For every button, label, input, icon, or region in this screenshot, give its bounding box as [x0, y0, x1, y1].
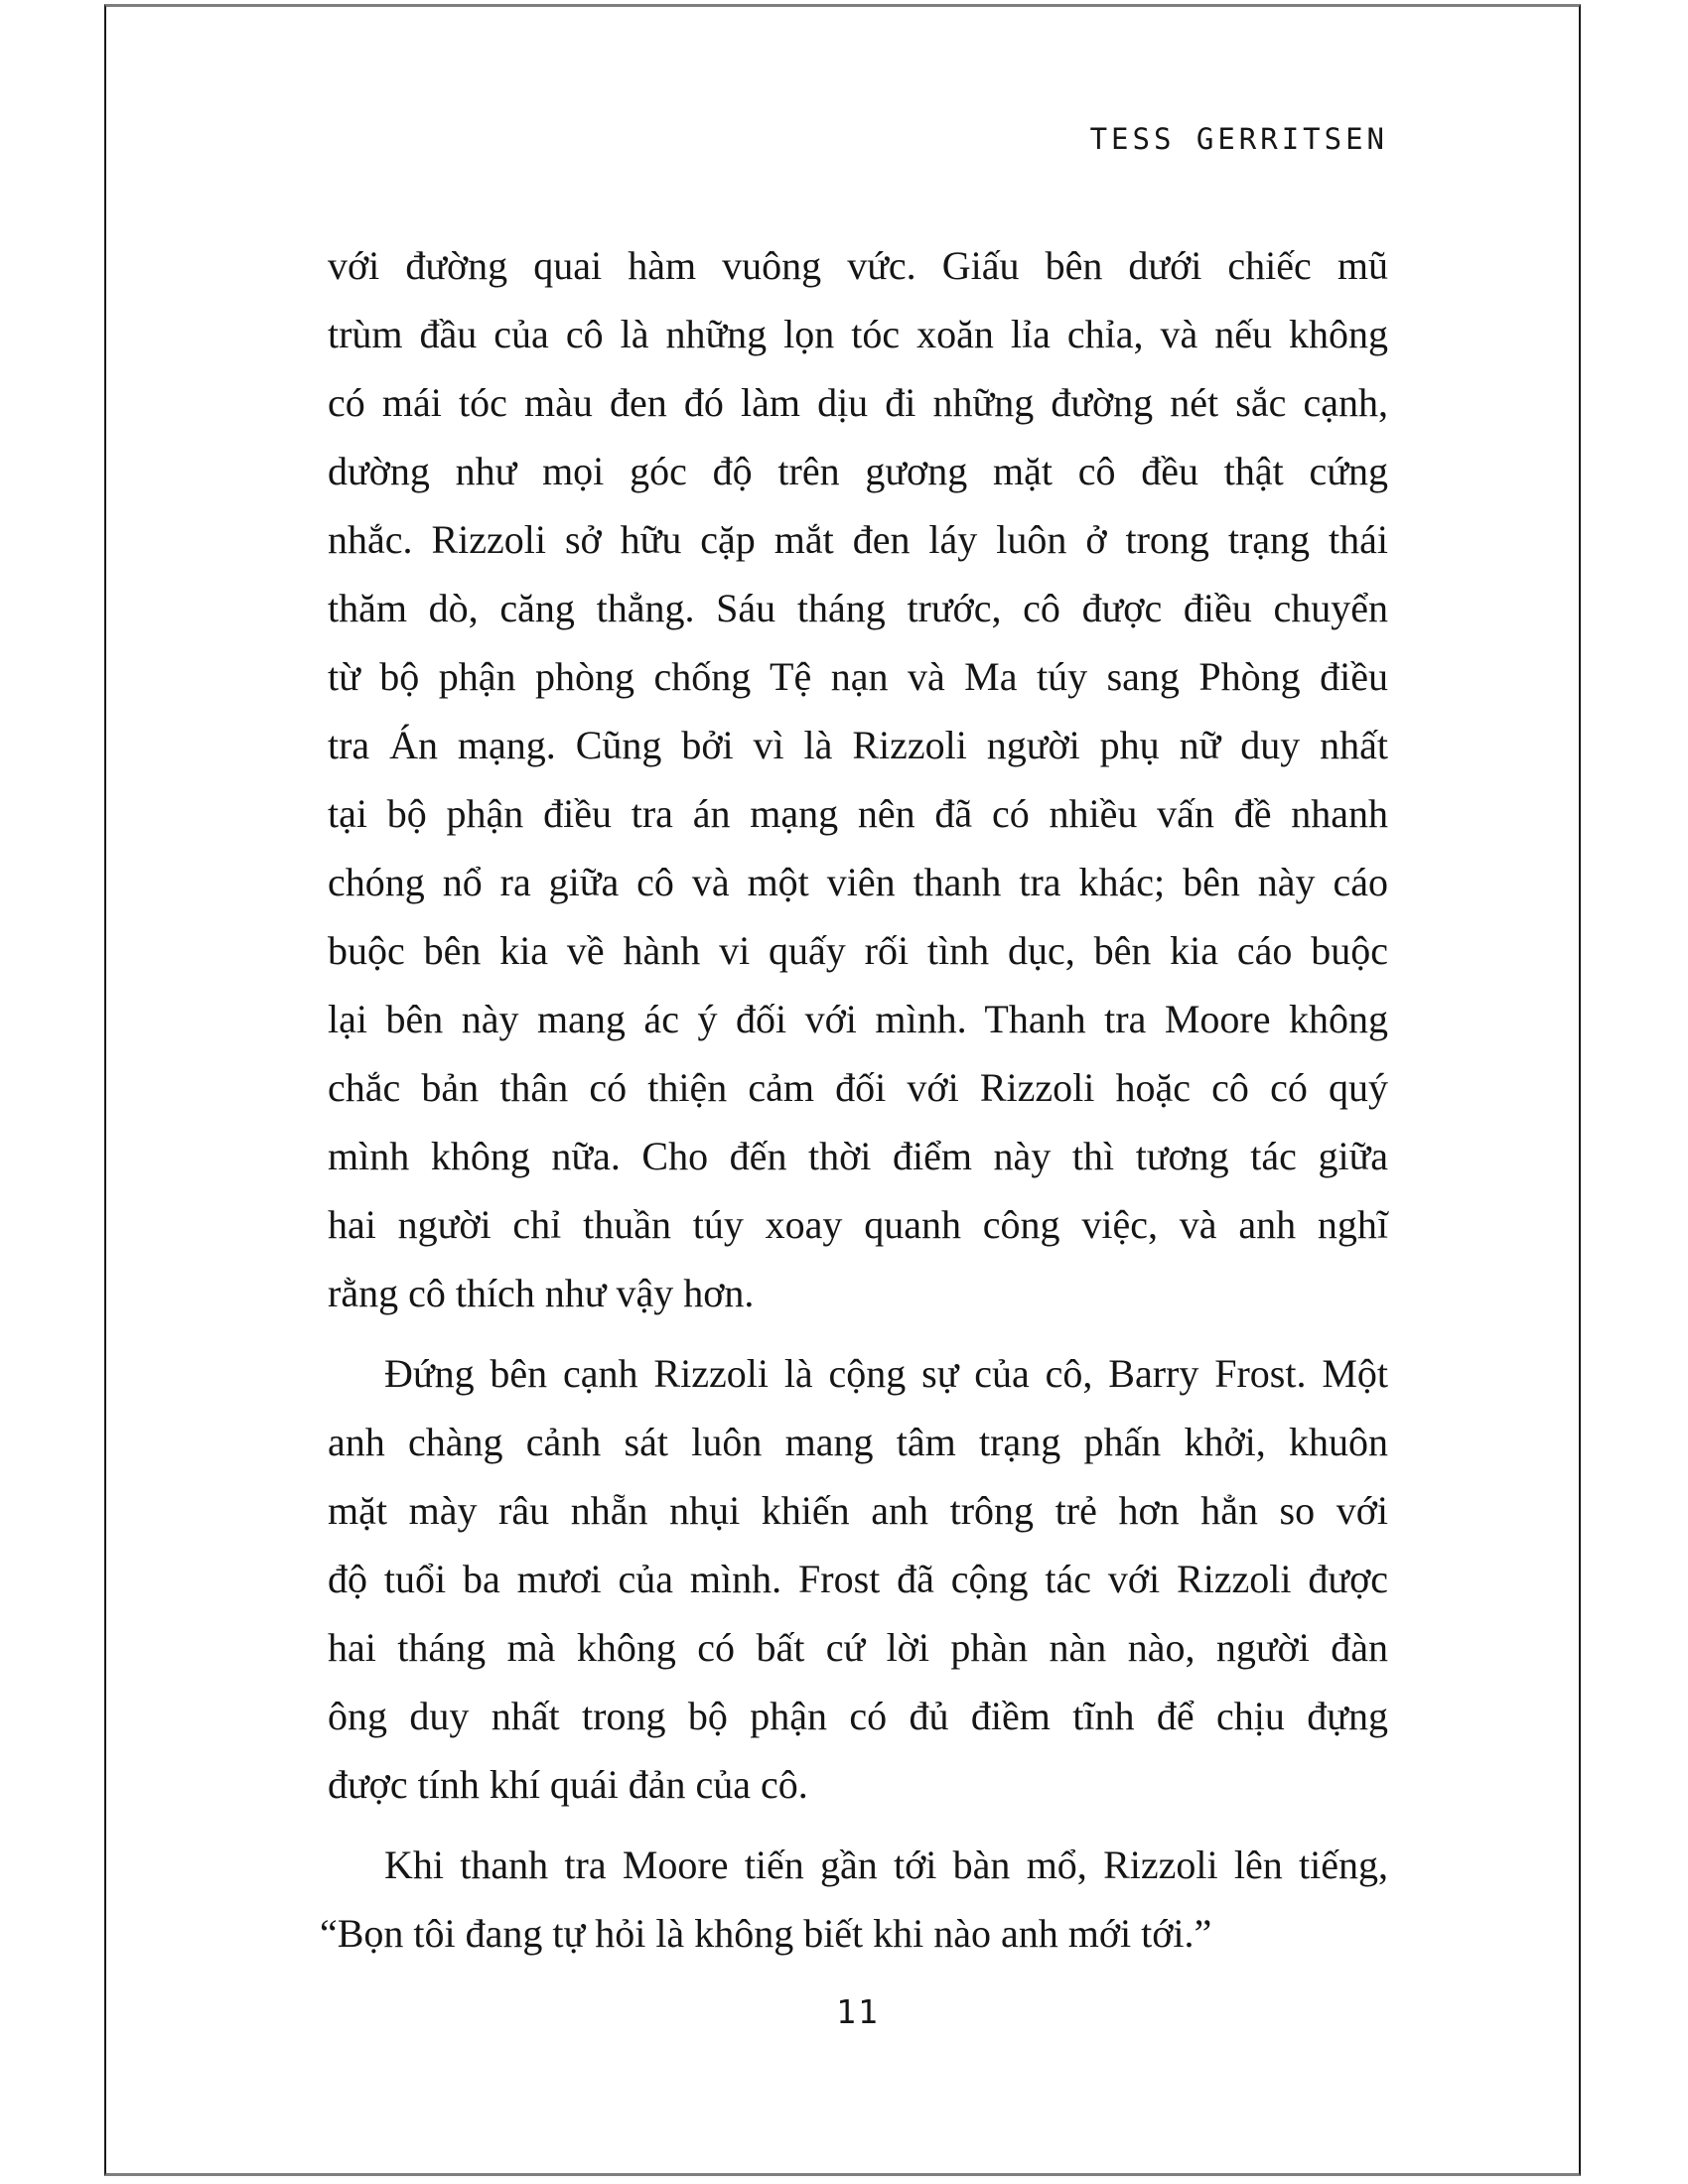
text-line: có mái tóc màu đen đó làm dịu đi những đường nét sắc cạnh, — [328, 380, 1388, 425]
text-line: từ bộ phận phòng chống Tệ nạn và Ma túy sang Phòng điều — [328, 654, 1388, 699]
text-line: Khi thanh tra Moore tiến gần tới bàn mổ, Rizzoli lên tiếng, — [384, 1843, 1388, 1887]
page-body — [320, 231, 1388, 1968]
paragraph — [320, 1831, 1388, 1968]
text-line: tại bộ phận điều tra án mạng nên đã có nhiều vấn đề nhanh — [328, 791, 1388, 836]
page-number: 11 — [836, 1992, 880, 2031]
text-line: với đường quai hàm vuông vức. Giấu bên dưới chiếc mũ — [328, 243, 1388, 288]
text-line: chóng nổ ra giữa cô và một viên thanh tra khác; bên này cáo — [328, 860, 1388, 904]
text-line: thăm dò, căng thẳng. Sáu tháng trước, cô được điều chuyển — [328, 586, 1388, 630]
text-line: mình không nữa. Cho đến thời điểm này thì tương tác giữa — [328, 1134, 1388, 1178]
text-line: Đứng bên cạnh Rizzoli là cộng sự của cô, Barry Frost. Một — [384, 1351, 1388, 1396]
text-line: tra Án mạng. Cũng bởi vì là Rizzoli người phụ nữ duy nhất — [328, 723, 1388, 767]
paragraph — [328, 231, 1388, 1327]
text-line: độ tuổi ba mươi của mình. Frost đã cộng tác với Rizzoli được — [328, 1557, 1388, 1601]
page-frame — [104, 4, 1581, 2176]
text-line: hai tháng mà không có bất cứ lời phàn nàn nào, người đàn — [328, 1625, 1388, 1670]
paragraph — [328, 1339, 1388, 1819]
text-line: mặt mày râu nhẵn nhụi khiến anh trông trẻ hơn hẳn so với — [328, 1488, 1388, 1533]
text-line: được tính khí quái đản của cô. — [328, 1762, 808, 1807]
text-line: nhắc. Rizzoli sở hữu cặp mắt đen láy luôn ở trong trạng thái — [328, 517, 1388, 562]
text-line: trùm đầu của cô là những lọn tóc xoăn lỉa chỉa, và nếu không — [328, 312, 1388, 356]
text-line: dường như mọi góc độ trên gương mặt cô đều thật cứng — [328, 449, 1388, 493]
running-header-author: TESS GERRITSEN — [1089, 122, 1388, 156]
text-line: lại bên này mang ác ý đối với mình. Thanh tra Moore không — [328, 997, 1388, 1041]
text-line: “Bọn tôi đang tự hỏi là không biết khi nào anh mới tới.” — [320, 1911, 1212, 1956]
text-line: rằng cô thích như vậy hơn. — [328, 1271, 755, 1315]
text-line: ông duy nhất trong bộ phận có đủ điềm tĩnh để chịu đựng — [328, 1694, 1388, 1738]
text-line: chắc bản thân có thiện cảm đối với Rizzoli hoặc cô có quý — [328, 1065, 1388, 1110]
text-line: buộc bên kia về hành vi quấy rối tình dục, bên kia cáo buộc — [328, 928, 1388, 973]
text-line: hai người chỉ thuần túy xoay quanh công việc, và anh nghĩ — [328, 1202, 1388, 1247]
text-line: anh chàng cảnh sát luôn mang tâm trạng phấn khởi, khuôn — [328, 1420, 1388, 1464]
